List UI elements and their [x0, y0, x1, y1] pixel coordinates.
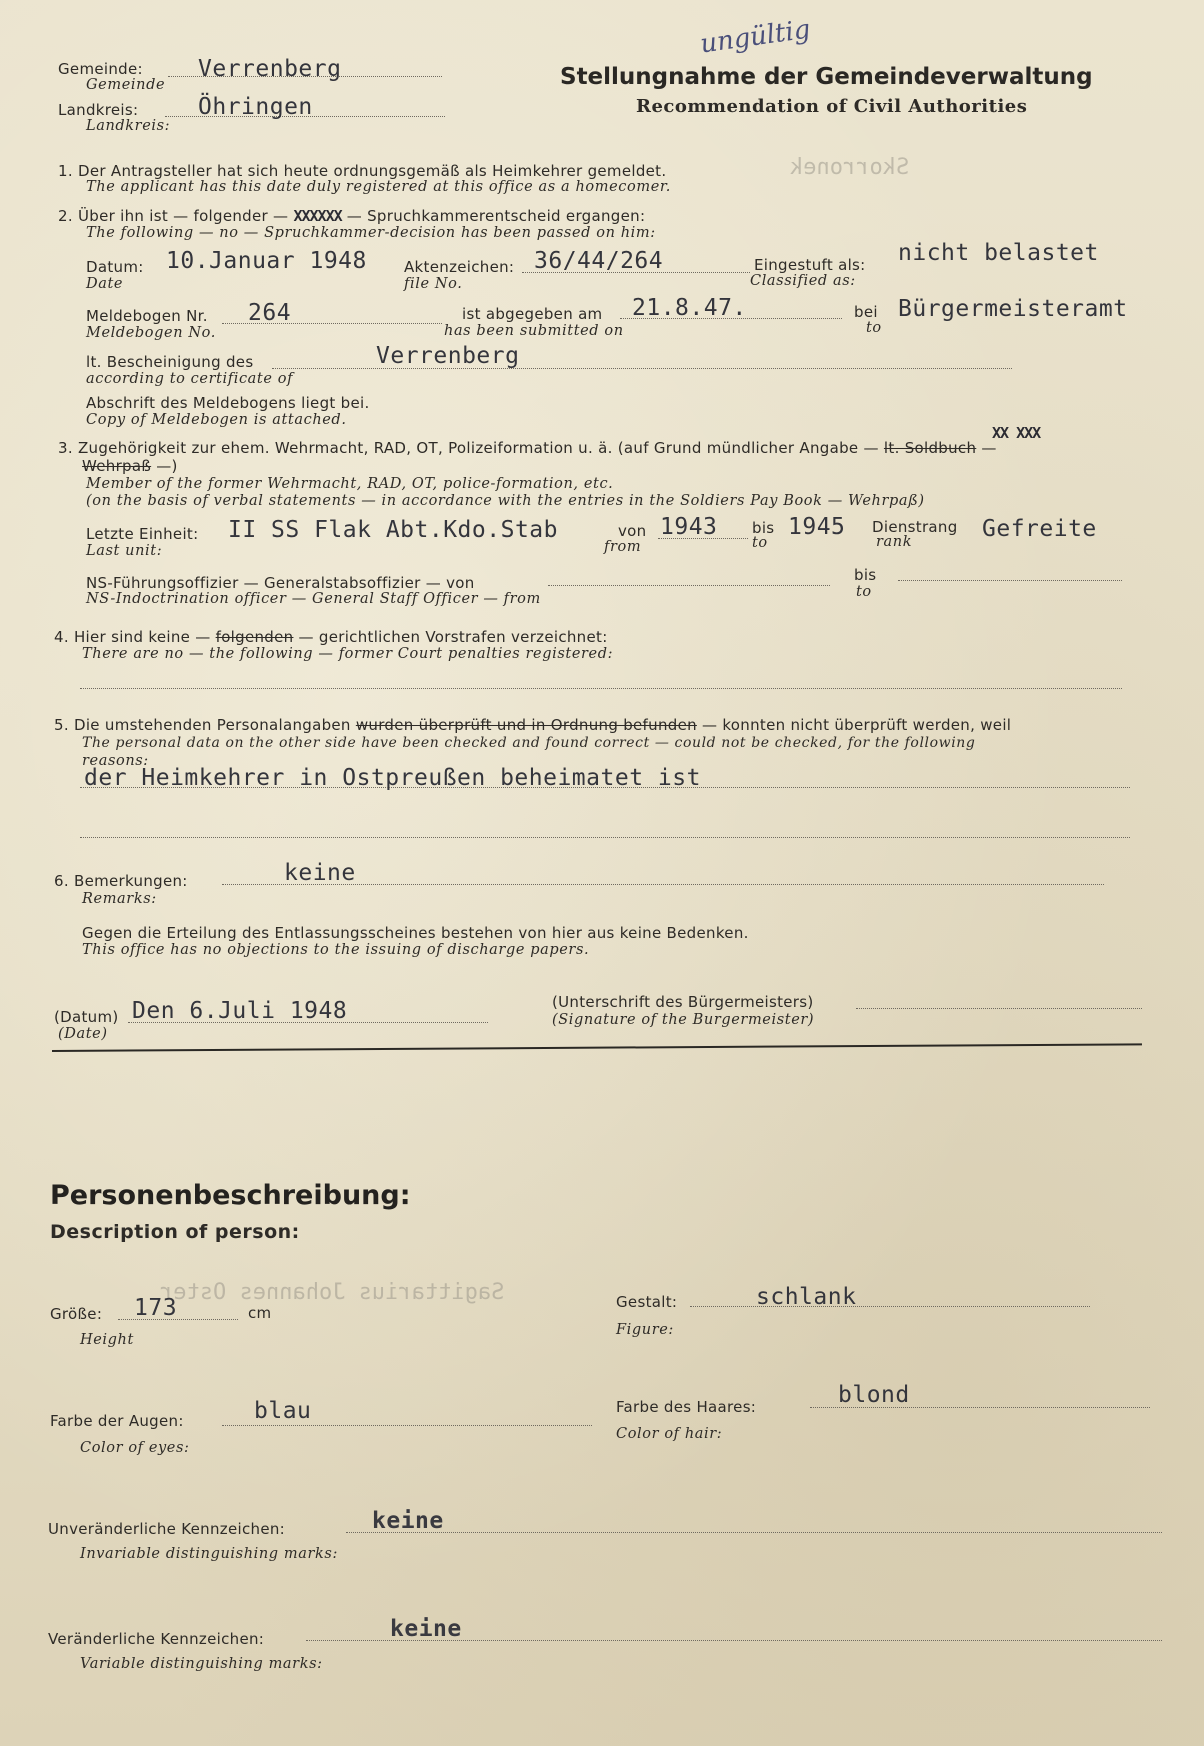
- section-6-label: 6. Bemerkungen:: [54, 872, 188, 890]
- section-2-translation: The following — no — Spruchkammer-decision has been passed on him:: [86, 225, 656, 241]
- gemeinde-value: Verrenberg: [198, 56, 342, 82]
- ns-bis-line: [898, 580, 1122, 581]
- eingestuft-translation: Classified as:: [750, 273, 856, 289]
- unveraenderliche-line: [346, 1532, 1162, 1533]
- signature-date-line: [128, 1022, 488, 1023]
- section-5-label: 5. Die umstehenden Personalangaben wurden überprüft und in Ordnung befunden — konnten nicht überprüft werden, weil: [54, 716, 1012, 734]
- no-objection-translation: This office has no objections to the issuing of discharge papers.: [82, 942, 590, 958]
- struck-text: XXXXXX: [293, 207, 342, 225]
- landkreis-translation: Landkreis:: [86, 118, 171, 134]
- aktenzeichen-line: [522, 272, 750, 273]
- section-3-label: 3. Zugehörigkeit zur ehem. Wehrmacht, RAD, OT, Polizeiformation u. ä. (auf Grund mündlicher Angabe — lt. Soldbuch —: [58, 439, 997, 457]
- document-subtitle: Recommendation of Civil Authorities: [636, 96, 1028, 117]
- augen-line: [222, 1425, 592, 1426]
- von-label: von: [618, 522, 647, 540]
- section-3-translation: Member of the former Wehrmacht, RAD, OT, police-formation, etc.: [86, 476, 614, 492]
- section-6-line: [222, 884, 1104, 885]
- person-description-title: Personenbeschreibung:: [50, 1180, 411, 1211]
- bis-value: 1945: [788, 514, 846, 540]
- section-5-line: [80, 787, 1130, 788]
- letzte-einheit-translation: Last unit:: [86, 543, 163, 559]
- section-5-line-2: [80, 837, 1130, 838]
- bescheinigung-value: Verrenberg: [376, 343, 520, 369]
- bis-label: bis: [752, 519, 775, 537]
- landkreis-label: Landkreis:: [58, 101, 139, 119]
- haar-translation: Color of hair:: [616, 1426, 723, 1442]
- abgegeben-line: [620, 318, 842, 319]
- augen-label: Farbe der Augen:: [50, 1412, 184, 1430]
- ns-von-line: [548, 585, 830, 586]
- aktenzeichen-value: 36/44/264: [534, 248, 664, 274]
- ns-bis-translation: to: [856, 584, 872, 600]
- gestalt-line: [690, 1306, 1090, 1307]
- groesse-unit: cm: [248, 1304, 272, 1322]
- letzte-einheit-value: II SS Flak Abt.Kdo.Stab: [228, 517, 558, 543]
- unveraenderliche-label: Unveränderliche Kennzeichen:: [48, 1520, 286, 1538]
- bescheinigung-translation: according to certificate of: [86, 371, 294, 387]
- groesse-value: 173: [134, 1295, 178, 1321]
- meldebogen-label: Meldebogen Nr.: [86, 307, 208, 325]
- bleed-through-text: Skorronek: [790, 155, 910, 180]
- meldebogen-value: 264: [248, 300, 292, 326]
- section-4-label: 4. Hier sind keine — folgenden — gerichtlichen Vorstrafen verzeichnet:: [54, 628, 608, 646]
- datum-translation: Date: [86, 276, 124, 292]
- veraenderliche-translation: Variable distinguishing marks:: [80, 1656, 323, 1672]
- abgegeben-label: ist abgegeben am: [462, 305, 603, 323]
- bei-value: Bürgermeisteramt: [898, 296, 1128, 322]
- gemeinde-translation: Gemeinde: [86, 77, 166, 93]
- haar-label: Farbe des Haares:: [616, 1398, 757, 1416]
- groesse-label: Größe:: [50, 1305, 103, 1323]
- person-description-subtitle: Description of person:: [50, 1221, 300, 1243]
- dienstrang-translation: rank: [876, 534, 913, 550]
- handwritten-annotation: ungültig: [698, 14, 813, 60]
- eingestuft-label: Eingestuft als:: [754, 256, 866, 274]
- signature-translation: (Signature of the Burgermeister): [552, 1012, 815, 1028]
- section-5-translation: The personal data on the other side have been checked and found correct — could not be checked, for the following: [82, 735, 976, 751]
- aktenzeichen-label: Aktenzeichen:: [404, 258, 515, 276]
- section-4-line: [80, 688, 1122, 689]
- bei-label: bei: [854, 303, 878, 321]
- haar-value: blond: [838, 1382, 910, 1408]
- signature-date-value: Den 6.Juli 1948: [132, 998, 348, 1024]
- abschrift-label: Abschrift des Meldebogens liegt bei.: [86, 394, 370, 412]
- eingestuft-value: nicht belastet: [898, 240, 1099, 266]
- groesse-line: [118, 1319, 238, 1320]
- meldebogen-line: [222, 323, 442, 324]
- section-6-remarks-value: keine: [284, 860, 356, 886]
- bescheinigung-line: [272, 368, 1012, 369]
- section-5-translation-2: reasons:: [82, 753, 149, 769]
- section-3-translation-2: (on the basis of verbal statements — in accordance with the entries in the Soldiers Pay Book — Wehrpaß): [86, 493, 925, 509]
- no-objection-statement: Gegen die Erteilung des Entlassungsscheines bestehen von hier aus keine Bedenken.: [82, 924, 749, 942]
- abschrift-translation: Copy of Meldebogen is attached.: [86, 412, 347, 428]
- bleed-through-text: Sagittarius Johannes Oster: [160, 1280, 505, 1305]
- section-1-label: 1. Der Antragsteller hat sich heute ordnungsgemäß als Heimkehrer gemeldet.: [58, 162, 667, 180]
- veraenderliche-value: keine: [390, 1616, 462, 1642]
- von-translation: from: [604, 539, 642, 555]
- von-line: [658, 538, 748, 539]
- divider-rule: [52, 1043, 1142, 1052]
- datum-label: Datum:: [86, 258, 144, 276]
- landkreis-value: Öhringen: [198, 94, 313, 120]
- signature-date-translation: (Date): [58, 1026, 108, 1042]
- bei-translation: to: [866, 320, 882, 336]
- von-value: 1943: [660, 514, 718, 540]
- ns-offizier-label: NS-Führungsoffizier — Generalstabsoffizier — von: [86, 574, 475, 592]
- ns-offizier-translation: NS-Indoctrination officer — General Staff Officer — from: [86, 591, 541, 607]
- abgegeben-value: 21.8.47.: [632, 295, 747, 321]
- section-2-label: 2. Über ihn ist — folgender — XXXXXX — Spruchkammerentscheid ergangen:: [58, 207, 646, 225]
- bis-translation: to: [752, 535, 768, 551]
- section-4-translation: There are no — the following — former Court penalties registered:: [82, 646, 614, 662]
- signature-date-label: (Datum): [54, 1008, 119, 1026]
- struck-text: XX XXX: [992, 424, 1041, 442]
- aktenzeichen-translation: file No.: [404, 276, 463, 292]
- gestalt-label: Gestalt:: [616, 1293, 678, 1311]
- letzte-einheit-label: Letzte Einheit:: [86, 525, 199, 543]
- unveraenderliche-value: keine: [372, 1508, 444, 1534]
- gestalt-value: schlank: [756, 1284, 857, 1310]
- dienstrang-value: Gefreite: [982, 516, 1097, 542]
- section-5-reason-value: der Heimkehrer in Ostpreußen beheimatet ist: [84, 765, 701, 791]
- unveraenderliche-translation: Invariable distinguishing marks:: [80, 1546, 338, 1562]
- meldebogen-translation: Meldebogen No.: [86, 325, 216, 341]
- veraenderliche-label: Veränderliche Kennzeichen:: [48, 1630, 265, 1648]
- augen-translation: Color of eyes:: [80, 1440, 190, 1456]
- section-6-translation: Remarks:: [82, 891, 157, 907]
- gestalt-translation: Figure:: [616, 1322, 674, 1338]
- signature-line: [856, 1008, 1142, 1009]
- haar-line: [810, 1407, 1150, 1408]
- veraenderliche-line: [306, 1640, 1162, 1641]
- datum-value: 10.Januar 1948: [166, 248, 367, 274]
- gemeinde-label: Gemeinde:: [58, 60, 143, 78]
- ns-bis-label: bis: [854, 566, 877, 584]
- section-1-translation: The applicant has this date duly registered at this office as a homecomer.: [86, 179, 672, 195]
- section-3-label-cont: Wehrpaß —): [82, 457, 178, 475]
- dienstrang-label: Dienstrang: [872, 518, 958, 536]
- document-title: Stellungnahme der Gemeindeverwaltung: [560, 64, 1093, 90]
- abgegeben-translation: has been submitted on: [444, 323, 624, 339]
- signature-label: (Unterschrift des Bürgermeisters): [552, 993, 814, 1011]
- bescheinigung-label: lt. Bescheinigung des: [86, 353, 254, 371]
- groesse-translation: Height: [80, 1332, 134, 1348]
- augen-value: blau: [254, 1398, 312, 1424]
